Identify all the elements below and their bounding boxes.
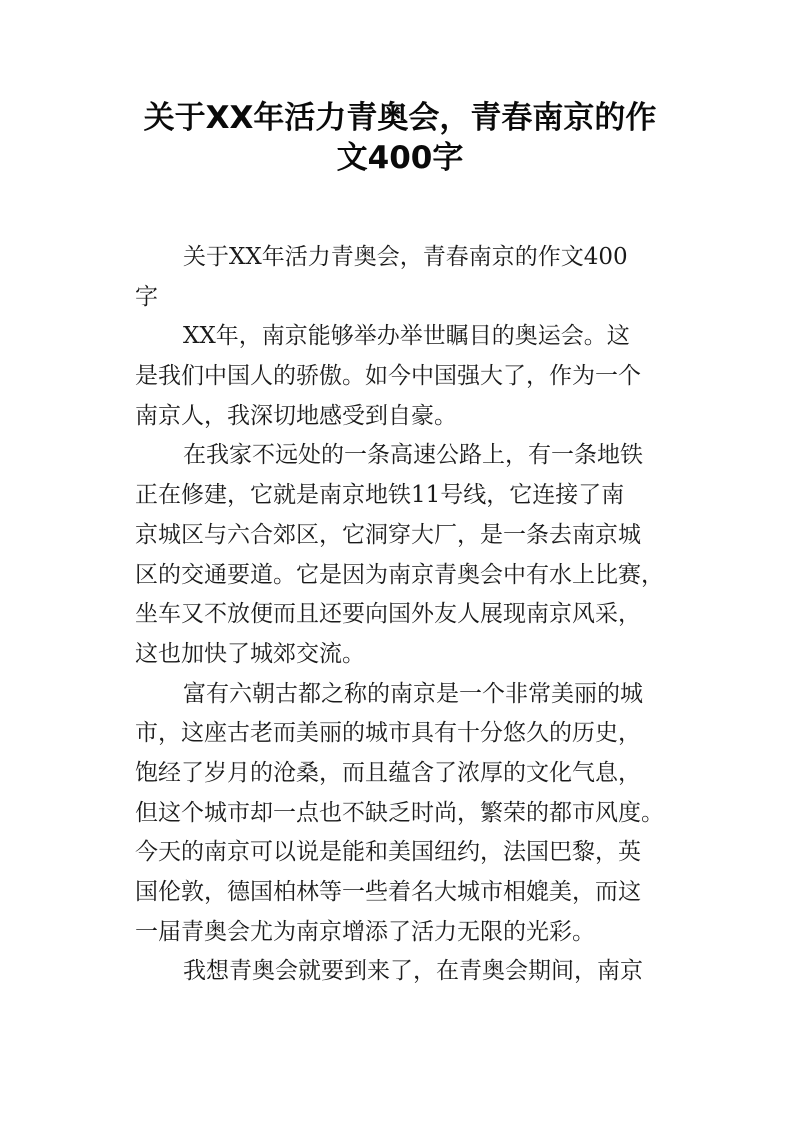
paragraph — [135, 436, 695, 674]
text-line: 富有六朝古都之称的南京是一个非常美丽的城 — [183, 680, 643, 707]
text-line: 国伦敦，德国柏林等一些着名大城市相媲美，而这 — [135, 879, 641, 905]
document-body — [135, 238, 695, 992]
text-line: 坐车又不放便而且还要向国外友人展现南京风采， — [135, 601, 641, 628]
paragraph — [135, 238, 695, 317]
document-title — [100, 98, 700, 178]
text-line: 我想青奥会就要到来了，在青奥会期间，南京 — [183, 958, 643, 985]
text-line: 区的交通要道。它是因为南京青奥会中有水上比赛， — [135, 561, 664, 588]
paragraph — [135, 675, 695, 953]
text-line: 但这个城市却一点也不缺乏时尚，繁荣的都市风度。 — [135, 799, 664, 826]
title-line: 文400字 — [336, 140, 464, 176]
text-line: 在我家不远处的一条高速公路上，有一条地铁 — [183, 442, 643, 469]
text-line: 南京人，我深切地感受到自豪。 — [135, 402, 457, 429]
text-line: 京城区与六合郊区，它洞穿大厂，是一条去南京城 — [135, 521, 641, 548]
text-line: 关于XX年活力青奥会，青春南京的作文400 — [183, 244, 628, 270]
text-line: 是我们中国人的骄傲。如今中国强大了，作为一个 — [135, 363, 641, 390]
paragraph — [135, 952, 695, 992]
text-line: 饱经了岁月的沧桑，而且蕴含了浓厚的文化气息， — [135, 759, 641, 786]
text-line: 今天的南京可以说是能和美国纽约，法国巴黎，英 — [135, 839, 641, 866]
paragraph — [135, 317, 695, 436]
text-line: 正在修建，它就是南京地铁11号线，它连接了南 — [135, 482, 625, 509]
text-line: 这也加快了城郊交流。 — [135, 640, 365, 667]
text-line: XX年，南京能够举办举世瞩目的奥运会。这 — [183, 323, 630, 350]
text-line: 市，这座古老而美丽的城市具有十分悠久的历史， — [135, 720, 641, 747]
text-line: 字 — [135, 283, 158, 310]
title-line: 关于XX年活力青奥会，青春南京的作 — [143, 100, 657, 136]
text-line: 一届青奥会尤为南京增添了活力无限的光彩。 — [135, 918, 595, 945]
